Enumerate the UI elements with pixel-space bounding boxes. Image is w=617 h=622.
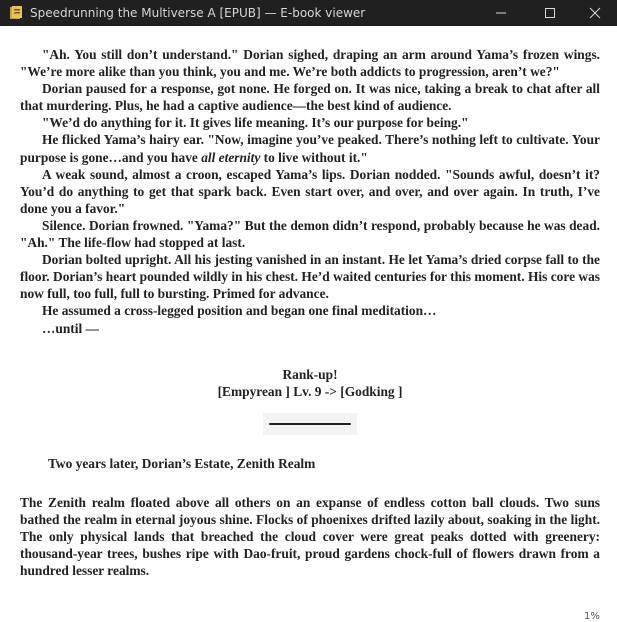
rank-up-title: Rank-up! (282, 366, 338, 382)
paragraph-text: to live without it." (260, 149, 368, 165)
minimize-button[interactable] (478, 0, 524, 26)
paragraph: The Zenith realm floated above all others on an expanse of endless cotton ball clouds. Two suns bathed the realm in eternal joyous shine. Flocks of phoenixes drifted lazily about, soaking in the light. The only physical lands that breached the cloud cover were great peaks dotted with greenery: thousand-year trees, bushes ripe with Dao-fruit, proud gardens chock-full of flowers drawn from a hundred lesser realms. (20, 494, 600, 579)
paragraph (20, 131, 600, 165)
minimize-icon (495, 7, 507, 19)
close-button[interactable] (572, 0, 617, 26)
paragraph-text: He flicked Yama’s hairy ear. "Now, imagine you’ve peaked. There’s nothing left to cultivate. Your purpose is gone…and you have (20, 132, 600, 165)
paragraph: "Ah. You still don’t understand." Dorian sighed, draping an arm around Yama’s frozen wings. "We’re more alike than you think, you and me. We’re both addicts to progression, aren’t we?" (20, 47, 600, 80)
paragraph: Silence. Dorian frowned. "Yama?" But the demon didn’t respond, probably because he was dead. "Ah." The life-flow had stopped at last. (20, 217, 600, 251)
paragraph: A weak sound, almost a croon, escaped Yama’s lips. Dorian nodded. "Sounds awful, doesn’t it? You’d do anything to get that spark back. Even start over, and over, and over again. In truth, I’ve done you a favor." (20, 166, 600, 216)
reading-progress: 1% (584, 611, 600, 622)
book-app-icon (10, 6, 22, 20)
close-icon (589, 7, 601, 19)
scene-divider-image (263, 413, 357, 435)
paragraph: Dorian bolted upright. All his jesting vanished in an instant. He let Yama’s dried corpse fall to the floor. Dorian’s heart pounded wildly in his chest. He’d waited centuries for this moment. His core was now full, too full, full to bursting. Primed for advance. (20, 252, 600, 302)
title-bar[interactable] (0, 0, 617, 26)
paragraph: "We’d do anything for it. It gives life meaning. It’s our purpose for being." (42, 115, 469, 131)
maximize-icon (544, 7, 556, 19)
book-content (20, 46, 600, 579)
italic-phrase: all eternity (201, 149, 261, 165)
scene-heading: Two years later, Dorian’s Estate, Zenith Realm (48, 455, 316, 471)
paragraph: …until — (42, 320, 99, 336)
paragraph: He assumed a cross-legged position and began one final meditation… (42, 303, 437, 319)
maximize-button[interactable] (527, 0, 573, 26)
zenith-section (20, 494, 600, 579)
paragraph: Dorian paused for a response, got none. He forged on. It was nice, taking a break to chat after all that murdering. Plus, he had a captive audience—the best kind of audience. (20, 81, 600, 114)
rank-up-detail: [Empyrean ] Lv. 9 -> [Godking ] (217, 383, 403, 399)
window-title: Speedrunning the Multiverse A [EPUB] — E-book viewer (30, 6, 366, 20)
